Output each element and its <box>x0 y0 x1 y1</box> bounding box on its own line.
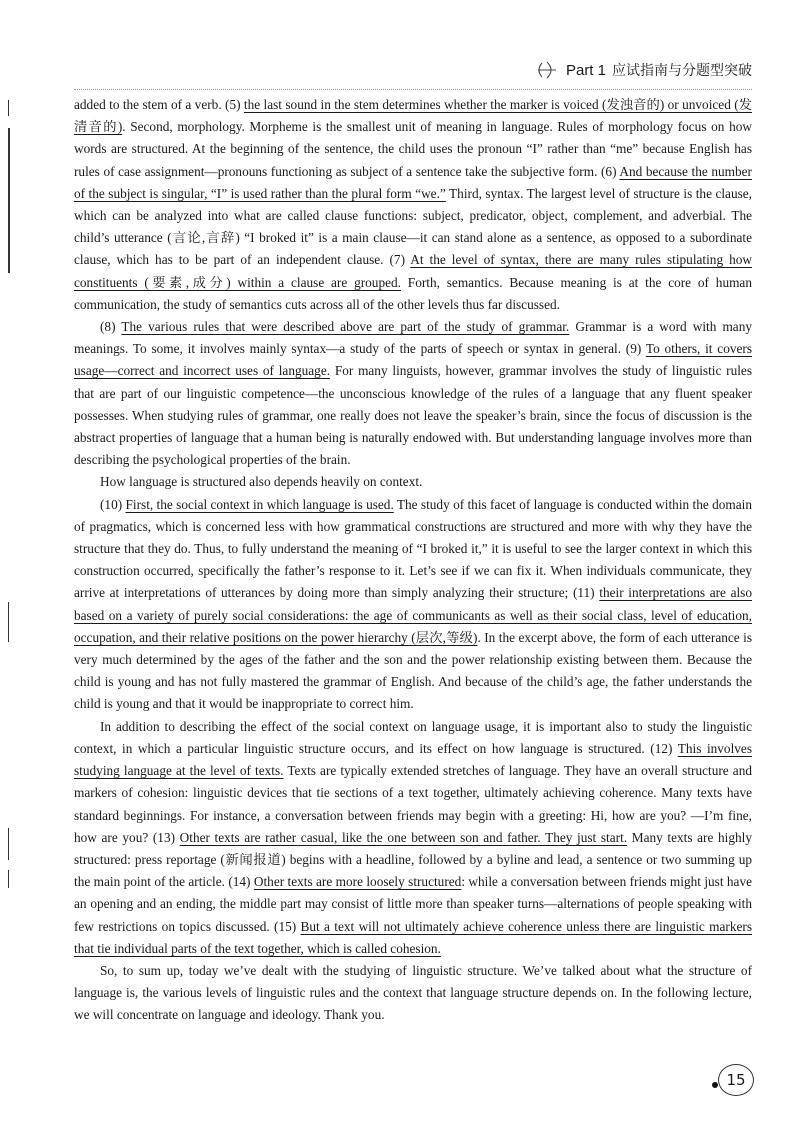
paragraph-levels <box>74 94 752 316</box>
text-segment: The study of this facet of language is conducted within the domain of pragmatics, which is concerned less with how grammatical constructions are structured and more with why they have the structure that they do. Thus, to fully understand the meaning of “I broked it,” it is useful to see the larger context in which this construction occurred, specifically the father’s response to it. Let’s see if we can fix it. When individuals communicate, they arrive at interpretations of utterances by doing more than simply analyzing their structure; (11) <box>74 496 752 601</box>
text-segment: . In the excerpt above, the form of each utterance is very much determined by the ages of the father and the son and the power relationship existing between them. Because the child is young and has not fully mastered the grammar of English. And because of the child’s age, the father understands the child is young and that it would be inappropriate to correct him. <box>74 629 753 712</box>
paragraph-context-intro <box>74 471 752 493</box>
page-number-dot <box>712 1082 718 1088</box>
document-body <box>74 94 752 1027</box>
page-number: 15 <box>718 1064 754 1096</box>
ornament-icon <box>534 60 560 80</box>
text-segment: Forth, semantics. Because meaning is at the core of human communication, the study of semantics cuts across all of the other levels thus far discussed. <box>74 274 752 312</box>
paragraph-linguistic-context <box>74 716 752 960</box>
margin-mark <box>8 870 9 888</box>
header-divider <box>74 89 752 90</box>
margin-mark <box>8 602 9 642</box>
text-segment: For many linguists, however, grammar involves the study of linguistic rules that are part of our linguistic competence—the unconscious knowledge of the rules of a language that any fluent speaker possesses. When studying rules of grammar, one really does not leave the speaker’s brain, since the focus of discussion is the abstract properties of language that a human being is naturally endowed with. But understanding language involves more than describing the psychological properties of the brain. <box>74 363 753 468</box>
paragraph-grammar <box>74 316 752 471</box>
text-segment: : while a conversation between friends might just have an opening and an ending, the middle part may consist of little more than speaker turns—alternations of people speaking with few restrictions on topics discussed. (15) <box>74 874 753 934</box>
paragraph-conclusion <box>74 960 752 1027</box>
underlined-segment: Other texts are more loosely structured <box>253 874 462 890</box>
page-header <box>534 60 752 80</box>
text-segment: (8) <box>100 319 122 335</box>
text-segment: . Second, morphology. Morpheme is the smallest unit of meaning in language. Rules of morphology focus on how words are structured. At the beginning of the sentence, the child uses the pronoun “I” rather than “me” because English has rules of case assignment—pronouns functioning as subject of a sentence take the subjective form. (6) <box>74 119 752 179</box>
text-segment: Many texts are highly structured: press reportage (新闻报道) begins with a headline, followed by a byline and lead, a sentence or two summing up the main point of the article. (14) <box>74 829 752 890</box>
text-segment: added to the stem of a verb. (5) <box>74 97 244 112</box>
underlined-segment: their interpretations are also based on a variety of purely social considerations: the age of communicants as well as their social class, level of education, occupation, and their relative positions on the power hierarchy (层次,等级) <box>74 585 753 645</box>
margin-mark <box>8 128 10 273</box>
underlined-segment: Other texts are rather casual, like the one between son and father. They just start. <box>179 829 628 845</box>
underlined-segment: This involves studying language at the level of texts. <box>74 740 752 779</box>
underlined-segment: To others, it covers usage—correct and incorrect uses of language. <box>74 341 752 379</box>
text-segment: In addition to describing the effect of the social context on language usage, it is important also to study the linguistic context, in which a particular linguistic structure occurs, and its effect on how language is structured. (12) <box>74 718 752 756</box>
underlined-segment: the last sound in the stem determines whether the marker is voiced (发浊音的) or unvoiced (发清音的) <box>74 97 752 135</box>
underlined-segment: But a text will not ultimately achieve coherence unless there are linguistic markers that tie individual parts of the text together, which is called cohesion. <box>74 918 752 956</box>
part-label: Part 1 <box>565 61 606 79</box>
text-segment: Third, syntax. The largest level of structure is the clause, which can be analyzed into what are called clause functions: subject, predicator, object, complement, and adverbial. The child’s utterance (言论,言辞) “I broked it” is a main clause—it can stand alone as a sentence, as opposed to a subordinate clause, which has to be part of an independent clause. (7) <box>74 185 752 268</box>
text-segment: So, to sum up, today we’ve dealt with the studying of linguistic structure. We’ve talked about what the structure of language is, the various levels of linguistic rules and the context that language structure depends on. In the following lecture, we will concentrate on language and ideology. Thank you. <box>74 962 752 1023</box>
margin-mark <box>8 828 9 860</box>
underlined-segment: First, the social context in which language is used. <box>125 496 394 512</box>
section-title: 应试指南与分题型突破 <box>612 63 752 79</box>
paragraph-social-context <box>74 494 752 716</box>
text-segment: Grammar is a word with many meanings. To some, it involves mainly syntax—a study of the parts of speech or syntax in general. (9) <box>74 319 752 357</box>
text-segment: How language is structured also depends heavily on context. <box>100 474 423 490</box>
underlined-segment: The various rules that were described above are part of the study of grammar. <box>121 319 570 335</box>
margin-mark <box>8 100 9 116</box>
underlined-segment: At the level of syntax, there are many rules stipulating how constituents (要素,成分) within a clause are grouped. <box>74 252 752 290</box>
underlined-segment: And because the number of the subject is singular, “I” is used rather than the plural form “we.” <box>74 163 752 201</box>
text-segment: Texts are typically extended stretches of language. They have an overall structure and markers of cohesion: linguistic devices that tie sections of a text together, ultimately achieving coherence. Many texts have standard beginnings. For instance, a conversation between friends may begin with a greeting: Hi, how are you? —I’m fine, how are you? (13) <box>74 763 752 845</box>
text-segment: (10) <box>100 496 126 512</box>
